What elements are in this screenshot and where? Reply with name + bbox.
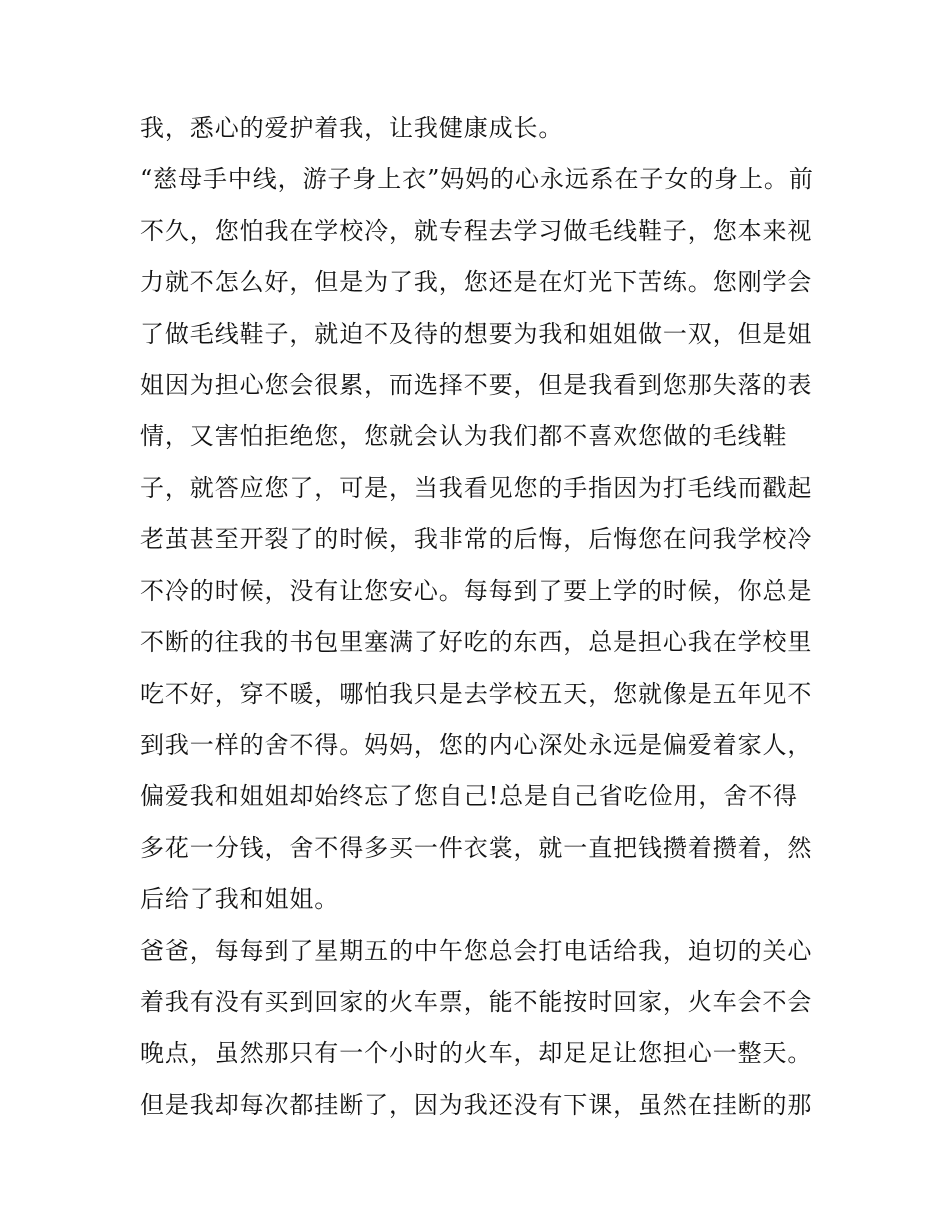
text-line: 情，又害怕拒绝您，您就会认为我们都不喜欢您做的毛线鞋 xyxy=(140,422,788,450)
text-line: 爸爸，每每到了星期五的中午您总会打电话给我，迫切的关心 xyxy=(140,937,813,965)
text-line: 不久，您怕我在学校冷，就专程去学习做毛线鞋子，您本来视 xyxy=(140,217,813,245)
text-line: 子，就答应您了，可是，当我看见您的手指因为打毛线而戳起 xyxy=(140,474,813,502)
text-line: 到我一样的舍不得。妈妈，您的内心深处永远是偏爱着家人， xyxy=(140,731,813,759)
text-line: 但是我却每次都挂断了，因为我还没有下课，虽然在挂断的那 xyxy=(140,1091,813,1119)
text-line: 姐因为担心您会很累，而选择不要，但是我看到您那失落的表 xyxy=(140,371,813,399)
text-line: 偏爱我和姐姐却始终忘了您自己!总是自己省吃俭用，舍不得 xyxy=(140,782,798,810)
text-line: 多花一分钱，舍不得多买一件衣裳，就一直把钱攒着攒着，然 xyxy=(140,834,813,862)
text-line: 不断的往我的书包里塞满了好吃的东西，总是担心我在学校里 xyxy=(140,628,813,656)
text-line: 我，悉心的爱护着我，让我健康成长。 xyxy=(140,114,564,142)
text-line: “慈母手中线，游子身上衣”妈妈的心永远系在子女的身上。前 xyxy=(140,165,814,193)
text-line: 力就不怎么好，但是为了我，您还是在灯光下苦练。您刚学会 xyxy=(140,268,813,296)
text-line: 不冷的时候，没有让您安心。每每到了要上学的时候，你总是 xyxy=(140,577,813,605)
text-line: 晚点，虽然那只有一个小时的火车，却足足让您担心一整天。 xyxy=(140,1039,813,1067)
text-line: 老茧甚至开裂了的时候，我非常的后悔，后悔您在问我学校冷 xyxy=(140,525,813,553)
text-line: 后给了我和姐姐。 xyxy=(140,885,340,913)
text-line: 吃不好，穿不暖，哪怕我只是去学校五天，您就像是五年见不 xyxy=(140,680,813,708)
text-line: 着我有没有买到回家的火车票，能不能按时回家，火车会不会 xyxy=(140,988,813,1016)
text-line: 了做毛线鞋子，就迫不及待的想要为我和姐姐做一双，但是姐 xyxy=(140,320,813,348)
